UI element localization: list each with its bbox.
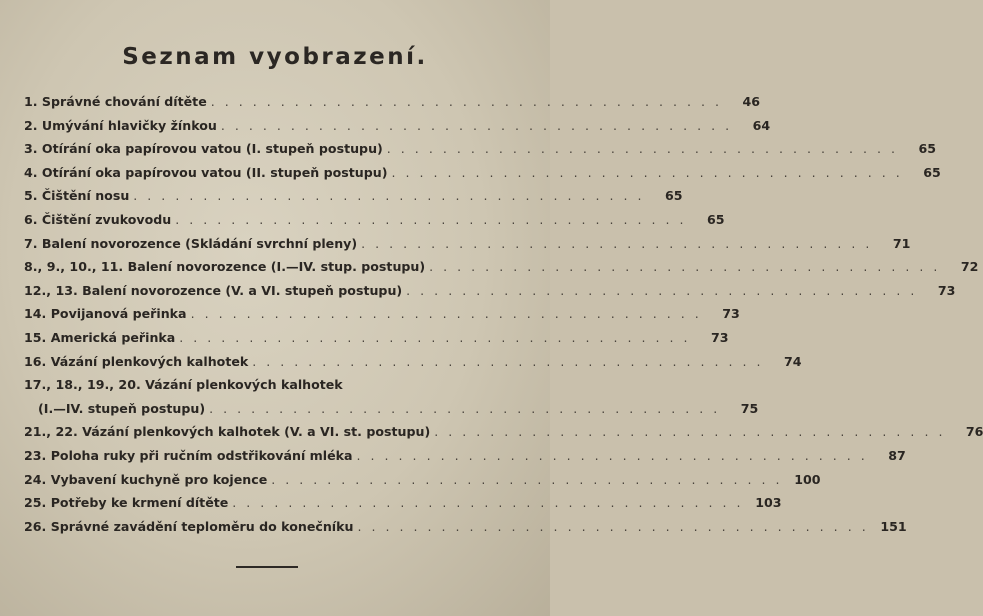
list-item (24, 188, 683, 212)
leader-dots: . . . . . . . . . . . . . . . . . . . . . . . . . . . . . . . . . . . . . (434, 424, 946, 440)
list-item (24, 94, 760, 118)
entry-page-number: 76 (965, 424, 983, 440)
list-item (24, 282, 956, 307)
entry-label: 21., 22. Vázání plenkových kalhotek (V. a VI. st. postupu) (24, 424, 431, 440)
entry-page-number: 46 (742, 94, 760, 109)
entry-label: 12., 13. Balení novorozence (V. a VI. stupeň postupu) (24, 282, 403, 298)
entry-page-number: 71 (892, 235, 911, 251)
entry-label: 6. Čištění zvukovodu (24, 211, 172, 227)
entry-label: 5. Čištění nosu (24, 188, 130, 204)
leader-dots: . . . . . . . . . . . . . . . . . . . . . . . . . . . . . . . . . . . . . (361, 235, 873, 251)
entry-page-number: 73 (937, 282, 956, 298)
entry-page-number: 73 (722, 306, 740, 322)
list-item (24, 377, 510, 401)
entry-page-number: 73 (710, 329, 729, 345)
list-item (24, 495, 782, 519)
entry-label: 14. Povijanová peřinka (24, 306, 187, 322)
leader-dots: . . . . . . . . . . . . . . . . . . . . . . . . . . . . . . . . . . . . . (209, 400, 721, 416)
entry-page-number: 74 (783, 353, 802, 369)
list-item (24, 117, 771, 142)
entry-label: 15. Americká peřinka (24, 329, 176, 345)
list-of-illustrations (24, 94, 983, 542)
list-item (24, 164, 941, 189)
list-item (24, 235, 911, 260)
list-item (24, 447, 906, 472)
leader-dots: . . . . . . . . . . . . . . . . . . . . . . . . . . . . . . . . . . . . . (386, 141, 899, 157)
entry-page-number: 65 (918, 141, 937, 157)
page-title: Seznam vyobrazení. (122, 44, 428, 70)
entry-page-number: 65 (923, 164, 941, 180)
entry-page-number: 65 (706, 211, 725, 227)
list-item (24, 141, 937, 165)
entry-page-number: 75 (740, 400, 759, 416)
closing-rule (236, 566, 298, 568)
entry-page-number: 72 (960, 259, 979, 275)
entry-label: 16. Vázání plenkových kalhotek (24, 353, 249, 369)
list-item (24, 424, 983, 448)
leader-dots: . . . . . . . . . . . . . . . . . . . . . . . . . . . . . . . . . . . . . (429, 259, 941, 275)
entry-label: 23. Poloha ruky při ručním odstřikování mléka (24, 447, 353, 463)
entry-page-number: 151 (880, 518, 907, 534)
list-item (24, 306, 740, 330)
entry-label: 17., 18., 19., 20. Vázání plenkových kalhotek (24, 377, 343, 393)
entry-page-number: 100 (794, 471, 821, 487)
list-item (24, 518, 907, 543)
entry-label: (I.—IV. stupeň postupu) (38, 400, 206, 416)
list-item (24, 400, 759, 425)
list-item (24, 329, 729, 354)
list-item (24, 471, 821, 496)
leader-dots: . . . . . . . . . . . . . . . . . . . . . . . . . . . . . . . . . . . . . (271, 471, 783, 487)
leader-dots: . . . . . . . . . . . . . . . . . . . . . . . . . . . . . . . . . . . . . (232, 495, 744, 511)
entry-label: 26. Správné zavádění teploměru do konečníku (24, 518, 354, 534)
list-item (24, 353, 802, 378)
entry-label: 25. Potřeby ke krmení dítěte (24, 495, 229, 511)
leader-dots: . . . . . . . . . . . . . . . . . . . . . . . . . . . . . . . . . . . . . (190, 306, 702, 322)
entry-label: 1. Správné chování dítěte (24, 94, 207, 109)
leader-dots: . . . . . . . . . . . . . . . . . . . . . . . . . . . . . . . . . . . . . (133, 188, 645, 204)
leader-dots: . . . . . . . . . . . . . . . . . . . . . . . . . . . . . . . . . . . . . (357, 518, 869, 534)
leader-dots: . . . . . . . . . . . . . . . . . . . . . . . . . . . . . . . . . . . . . (220, 117, 733, 133)
leader-dots: . . . . . . . . . . . . . . . . . . . . . . . . . . . . . . . . . . . . . (175, 211, 687, 227)
entry-label: 7. Balení novorozence (Skládání svrchní pleny) (24, 235, 358, 251)
leader-dots: . . . . . . . . . . . . . . . . . . . . . . . . . . . . . . . . . . . . . (210, 94, 722, 109)
leader-dots: . . . . . . . . . . . . . . . . . . . . . . . . . . . . . . . . . . . . . (252, 353, 764, 369)
entry-label: 8., 9., 10., 11. Balení novorozence (I.—IV. stup. postupu) (24, 259, 426, 275)
list-item (24, 211, 725, 236)
entry-page-number: 64 (752, 117, 771, 133)
entry-label: 24. Vybavení kuchyně pro kojence (24, 471, 268, 487)
leader-dots: . . . . . . . . . . . . . . . . . . . . . . . . . . . . . . . . . . . . . (179, 329, 691, 345)
leader-dots: . . . . . . . . . . . . . . . . . . . . . . . . . . . . . . . . . . . . . (391, 164, 903, 180)
leader-dots: . . . . . . . . . . . . . . . . . . . . . . . . . . . . . . . . . . . . . (406, 282, 918, 298)
entry-label: 3. Otírání oka papírovou vatou (I. stupeň postupu) (24, 141, 383, 157)
list-item (24, 259, 979, 283)
leader-dots: . . . . . . . . . . . . . . . . . . . . . . . . . . . . . . . . . . . . . (356, 447, 868, 463)
entry-page-number: 65 (665, 188, 683, 204)
entry-label: 4. Otírání oka papírovou vatou (II. stupeň postupu) (24, 164, 388, 180)
entry-page-number: 103 (755, 495, 782, 511)
entry-page-number: 87 (888, 447, 906, 463)
entry-label: 2. Umývání hlavičky žínkou (24, 117, 217, 133)
